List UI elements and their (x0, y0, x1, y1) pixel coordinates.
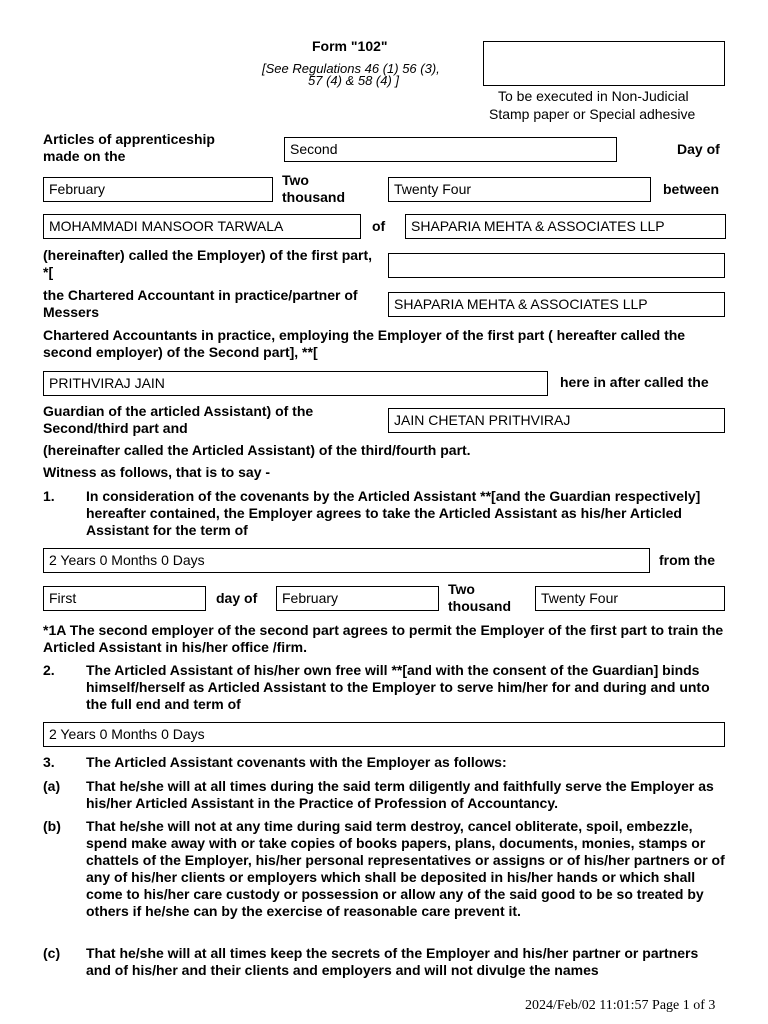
day-field[interactable]: Second (284, 137, 617, 162)
regulations-line-1: [See Regulations 46 (1) 56 (3), (262, 61, 440, 76)
form-title: Form "102" (312, 38, 388, 54)
clause-c-text: That he/she will at all times keep the secrets of the Employer and his/her partner or partners and of his/her and their clients and employers and will not divulge the names (86, 945, 699, 978)
employer-name-field[interactable]: MOHAMMADI MANSOOR TARWALA (43, 214, 361, 239)
term-2-field[interactable]: 2 Years 0 Months 0 Days (43, 722, 725, 747)
clause-2-text: The Articled Assistant of his/her own free will **[and with the consent of the Guardian] binds himself/herself as Articled Assistant to the Employer to serve him/her for and during and unto the full end and term of (86, 662, 710, 712)
hereinafter-assistant-text: (hereinafter called the Articled Assistant) of the third/fourth part. (43, 442, 471, 458)
stamp-note-line-1: To be executed in Non-Judicial (498, 88, 689, 104)
month-field[interactable]: February (43, 177, 273, 202)
stamp-note-line-2: Stamp paper or Special adhesive (489, 106, 696, 122)
regulations-line-2: 57 (4) & 58 (4) ] (308, 73, 400, 88)
hereinafter-employer-label: (hereinafter) called the Employer) of the first part, *[ (43, 247, 373, 280)
guardian-part-label: Guardian of the articled Assistant) of the Second/third part and (43, 403, 314, 436)
clause-1a-text: *1A The second employer of the second part agrees to permit the Employer of the first part to train the Articled Assistant in his/her office /firm. (43, 622, 724, 655)
guardian-name-field[interactable]: PRITHVIRAJ JAIN (43, 371, 548, 396)
page-stamp: 2024/Feb/02 11:01:57 Page 1 of 3 (525, 998, 716, 1013)
term-1-field[interactable]: 2 Years 0 Months 0 Days (43, 548, 650, 573)
of-label: of (372, 218, 386, 234)
clause-1-number: 1. (43, 488, 55, 504)
clause-b-number: (b) (43, 818, 61, 834)
stamp-box (483, 41, 725, 86)
day-of-lower-label: day of (216, 590, 258, 606)
clause-a-number: (a) (43, 778, 61, 794)
two-thousand-label-2: Two thousand (448, 581, 511, 614)
clause-3-text: The Articled Assistant covenants with the Employer as follows: (86, 754, 507, 770)
two-thousand-label: Two thousand (282, 172, 345, 205)
start-month-field[interactable]: February (276, 586, 439, 611)
first-part-extra-field[interactable] (388, 253, 725, 278)
ca-employing-text: Chartered Accountants in practice, employing the Employer of the first part ( hereafter called the second employer) of the Second part], **[ (43, 327, 686, 360)
clause-c-number: (c) (43, 945, 61, 961)
employer-firm-field[interactable]: SHAPARIA MEHTA & ASSOCIATES LLP (405, 214, 726, 239)
assistant-name-field[interactable]: JAIN CHETAN PRITHVIRAJ (388, 408, 725, 433)
day-of-label: Day of (677, 141, 720, 157)
messers-firm-field[interactable]: SHAPARIA MEHTA & ASSOCIATES LLP (388, 292, 725, 317)
here-in-after-label: here in after called the (560, 374, 709, 390)
start-year-field[interactable]: Twenty Four (535, 586, 725, 611)
from-the-label: from the (659, 552, 715, 568)
start-day-field[interactable]: First (43, 586, 206, 611)
between-label: between (663, 181, 720, 197)
clause-1-text: In consideration of the covenants by the Articled Assistant **[and the Guardian respectively] hereafter contained, the Employer agrees to take the Articled Assistant as his/her Articled Assistant for the term of (86, 488, 701, 538)
clause-a-text: That he/she will at all times during the said term diligently and faithfully serve the Employer as his/her Articled Assistant in the Practice of Profession of Accountancy. (86, 778, 714, 811)
clause-b-text: That he/she will not at any time during said term destroy, cancel obliterate, spoil, embezzle, spend make away with or take copies of books papers, plans, documents, monies, stamps or chattels of the Employer, his/her personal representatives or assigns or of his/her partners or of any of his/her clients or employers which shall be deposited in his/her hands or which shall come to his/her care custody or possession or allow any of the said good to be so treated by others if he/she can by the exercise of reasonable care prevent it. (86, 818, 725, 919)
year-field[interactable]: Twenty Four (388, 177, 651, 202)
ca-partner-label: the Chartered Accountant in practice/partner of Messers (43, 287, 358, 320)
witness-text: Witness as follows, that is to say - (43, 464, 271, 480)
clause-2-number: 2. (43, 662, 55, 678)
clause-3-number: 3. (43, 754, 55, 770)
articles-made-on-label: Articles of apprenticeship made on the (43, 131, 215, 164)
